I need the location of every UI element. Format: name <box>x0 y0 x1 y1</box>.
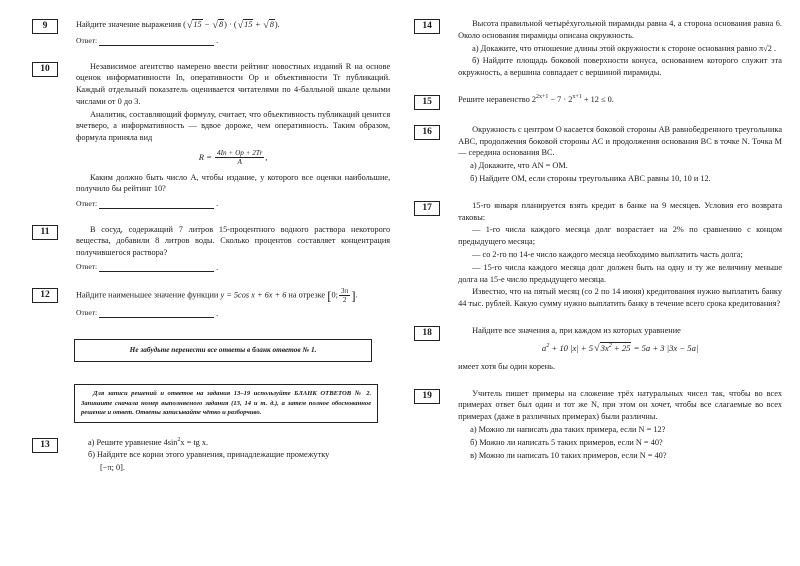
task-9-statement: Найдите значение выражения (√15 − √8) · (√15 + √8). <box>76 19 280 31</box>
task-13-item-b-text: б) Найдите все корни этого уравнения, принадлежащие промежутку <box>88 450 330 460</box>
answer-label: Ответ: <box>76 35 98 45</box>
answer-blank-rule[interactable] <box>99 265 214 272</box>
task-number-badge: 11 <box>32 225 58 240</box>
task-10 <box>32 61 390 210</box>
answer-blank-rule[interactable] <box>99 39 214 46</box>
task-18-para-2: имеет хотя бы один корень. <box>458 361 556 371</box>
task-13-item-a <box>76 437 390 449</box>
task-14-body <box>440 18 782 80</box>
answer-blank-rule[interactable] <box>99 202 214 209</box>
task-number-badge: 18 <box>414 326 440 341</box>
task-16 <box>414 124 782 186</box>
fraction-numerator: 4In + Op + 2Tr <box>217 149 263 158</box>
sqrt-icon: √8 <box>212 19 224 31</box>
task-17-bullet-3: — 15-го числа каждого месяца долг должен быть на одну и ту же величину меньше долга на 15-е число предыдущего месяца. <box>458 262 782 284</box>
task-13-body <box>58 437 390 475</box>
formula-mid: + 10 |x| + 5 <box>549 342 594 353</box>
task-11 <box>32 224 390 274</box>
sqrt-icon: √15 <box>237 19 253 31</box>
task-11-body <box>58 224 390 274</box>
task-number-badge: 17 <box>414 201 440 216</box>
task-12-text-b: на отрезке <box>288 290 326 300</box>
sqrt-icon: √15 <box>186 19 202 31</box>
task-13-item-a-text: а) Решите уравнение 4sin <box>88 437 178 447</box>
right-column <box>400 18 790 556</box>
answer-line <box>76 308 390 319</box>
task-11-statement: В сосуд, содержащий 7 литров 15-процентного водного раствора некоторого вещества, добавили 8 литров воды. Сколько процентов составляет концентрация получившегося раствора? <box>76 224 391 258</box>
task-15-body <box>440 94 782 107</box>
formula-tail: = 5a + 3 |3x − 5a| <box>631 342 699 353</box>
task-17 <box>414 200 782 311</box>
formula-lhs: R = <box>198 151 212 162</box>
task-12 <box>32 287 390 319</box>
task-13-item-b <box>76 449 390 461</box>
task-18-body <box>440 325 782 374</box>
fraction-denominator: A <box>237 158 242 167</box>
task-18-para-1: Найдите все значения a, при каждом из которых уравнение <box>472 325 681 335</box>
answer-line <box>76 262 390 273</box>
task-13-item-a-tail: x = tg x. <box>180 437 209 447</box>
answer-label: Ответ: <box>76 198 98 208</box>
task-14-para-1: Высота правильной четырёхугольной пирамиды равна 4, а сторона основания равна 6. Около основания пирамиды описана окружность. <box>458 19 782 40</box>
interval-start: 0; <box>331 290 338 300</box>
task-number-badge: 9 <box>32 19 58 34</box>
task-14-item-a: а) Докажите, что отношение длины этой окружности к стороне основания равно π√2 . <box>472 43 777 53</box>
task-12-function: y = 5cos x + 6x + 6 <box>220 290 287 300</box>
task-12-statement: Найдите наименьшее значение функции y = 5cos x + 6x + 6 на отрезке [0; $\frac{3\pi}{2}$ ]. <box>76 287 358 305</box>
exponent: 2 <box>546 341 550 349</box>
notice-transfer-answers: Не забудьте перенести все ответы в бланк ответов № 1. <box>74 339 372 362</box>
fraction <box>215 149 264 167</box>
exponent: 2 <box>177 436 181 443</box>
interval-open-bracket: [ <box>327 287 332 303</box>
task-19-item-b: б) Можно ли написать 5 таких примеров, если N = 40? <box>470 437 663 447</box>
task-15-text: Решите неравенство 2 <box>458 94 537 104</box>
task-14 <box>414 18 782 80</box>
interval-close-bracket: ] <box>351 287 356 303</box>
left-column <box>10 18 400 556</box>
answer-period: . <box>216 308 219 318</box>
task-9 <box>32 18 390 47</box>
exponent: x+1 <box>572 94 582 101</box>
sqrt-icon: $√3x^2 + 25$ <box>594 341 631 355</box>
radicand-tail: + 25 <box>611 342 631 353</box>
task-9-body <box>58 18 390 47</box>
answer-blank-rule[interactable] <box>99 311 214 318</box>
task-17-para-2: Известно, что на пятый месяц (со 2 по 14 июня) кредитования нужно выплатить банку 44 тыс. рублей. Какую сумму нужно выплатить банку в течение всего срока кредитования? <box>458 287 782 309</box>
fraction-denominator: 2 <box>342 296 347 305</box>
exponent: 2 <box>608 341 612 349</box>
radicand-base: 3x <box>600 342 609 353</box>
answer-period: . <box>216 199 219 209</box>
task-18-formula <box>458 342 782 356</box>
task-13-item-b-interval: [−π; 0]. <box>100 463 125 473</box>
task-number-badge: 13 <box>32 438 58 453</box>
task-16-item-a: а) Докажите, что AN = OM. <box>470 161 568 171</box>
task-19-para-1: Учитель пишет примеры на сложение трёх натуральных чисел так, чтобы во всех примерах ответ был один и тот же N, при этом он хочет, чтобы все слагаемые во всех примерах (даже в различных примерах) были различны. <box>458 388 782 422</box>
task-19-item-c: в) Можно ли написать 10 таких примеров, если N = 40? <box>470 450 667 460</box>
task-15-mid: − 7 · 2 <box>548 94 573 104</box>
task-14-item-b: б) Найдите площадь боковой поверхности конуса, основанием которого служит эта окружность, а вершина совпадает с вершиной пирамиды. <box>458 56 782 78</box>
task-16-body <box>440 124 782 186</box>
formula-variable-a: a <box>541 342 547 353</box>
formula-tail: , <box>265 151 268 162</box>
task-19-item-a: а) Можно ли написать два таких примера, если N = 12? <box>470 424 666 434</box>
task-12-text-a: Найдите наименьшее значение функции <box>76 290 219 300</box>
task-10-para-2: Аналитик, составляющий формулу, считает, что объективность публикаций ценится вчетверо, а информативность — вдвое дороже, чем оперативность. Таким образом, формула приняла вид <box>76 109 391 143</box>
task-12-body <box>58 287 390 319</box>
task-15 <box>414 94 782 110</box>
task-10-para-3: Каким должно быть число A, чтобы издание, у которого все оценки наибольшие, получило бы рейтинг 10? <box>76 172 391 194</box>
answer-label: Ответ: <box>76 262 98 272</box>
answer-period: . <box>216 262 219 272</box>
task-18 <box>414 325 782 374</box>
task-16-para-1: Окружность с центром O касается боковой стороны AB равнобедренного треугольника ABC, продолжения боковой стороны AC и продолжения основания BC в точке N. Точка M — середина основания BC. <box>458 124 782 158</box>
task-17-bullet-1: — 1-го числа каждого месяца долг возрастает на 2% по сравнению с концом предыдущего месяца; <box>458 225 782 247</box>
task-number-badge: 14 <box>414 19 440 34</box>
task-13 <box>32 437 390 475</box>
answer-line <box>76 198 390 209</box>
answer-line <box>76 35 390 46</box>
task-19 <box>414 388 782 463</box>
task-15-tail: + 12 ≤ 0. <box>581 94 614 104</box>
fraction-numerator: 3π <box>341 287 349 296</box>
task-10-body <box>58 61 390 210</box>
notice-answer-sheet-2: Для записи решений и ответов на задания 13–19 используйте БЛАНК ОТВЕТОВ № 2. Запишите сначала номер выполняемого задания (13, 14 и т. д.), а затем полное обоснованное решение и ответ. Ответы записывайте чётко и разборчиво. <box>74 384 378 423</box>
interval-fraction <box>339 287 350 305</box>
task-number-badge: 12 <box>32 288 58 303</box>
task-10-para-1: Независимое агентство намерено ввести рейтинг новостных изданий R на основе оценок информативности In, оперативности Op и объективности Tr публикаций. Каждый отдельный показатель оценивается читателями по 4-балльной шкале целыми числами от 0 до 3. <box>76 61 391 106</box>
task-10-formula <box>76 149 390 167</box>
task-19-body <box>440 388 782 463</box>
task-16-item-b: б) Найдите OM, если стороны треугольника ABC равны 10, 10 и 12. <box>470 174 711 184</box>
task-17-para-1: 15-го января планируется взять кредит в банке на 9 месяцев. Условия его возврата таковы: <box>458 200 782 222</box>
task-number-badge: 15 <box>414 95 440 110</box>
task-number-badge: 16 <box>414 125 440 140</box>
answer-label: Ответ: <box>76 308 98 318</box>
task-9-text: Найдите значение выражения <box>76 20 182 29</box>
task-number-badge: 19 <box>414 389 440 404</box>
task-15-statement <box>458 94 782 106</box>
exponent: 2x+1 <box>536 94 549 101</box>
answer-period: . <box>216 36 219 46</box>
task-17-body <box>440 200 782 311</box>
sqrt-icon: √8 <box>263 19 274 31</box>
task-number-badge: 10 <box>32 62 58 77</box>
task-17-bullet-2: — со 2-го по 14-е число каждого месяца необходимо выплатить часть долга; <box>472 249 743 259</box>
